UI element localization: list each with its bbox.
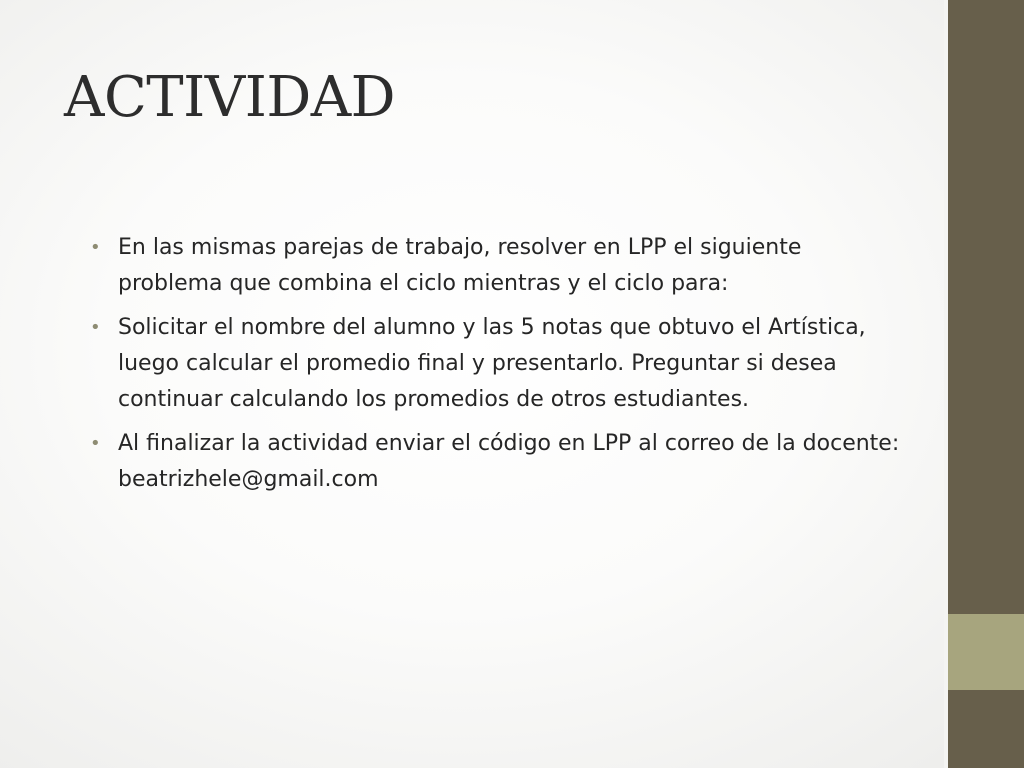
bullet-item bbox=[90, 426, 910, 498]
bullet-text: En las mismas parejas de trabajo, resolver en LPP el siguiente problema que combina el ciclo mientras y el ciclo para: bbox=[118, 235, 802, 296]
bullet-text: Al finalizar la actividad enviar el código en LPP al correo de la docente: beatrizhele@gmail.com bbox=[118, 431, 900, 492]
bullet-list bbox=[90, 230, 910, 506]
bullet-item bbox=[90, 310, 910, 418]
bullet-text: Solicitar el nombre del alumno y las 5 notas que obtuvo el Artística, luego calcular el promedio final y presentarlo. Preguntar si desea continuar calculando los promedios de otros estudiantes. bbox=[118, 315, 866, 412]
decorative-sidebar bbox=[948, 0, 1024, 768]
bullet-marker-icon: • bbox=[90, 433, 101, 454]
bullet-marker-icon: • bbox=[90, 317, 101, 338]
sidebar-accent-block bbox=[948, 614, 1024, 690]
bullet-marker-icon: • bbox=[90, 237, 101, 258]
slide-title: ACTIVIDAD bbox=[64, 65, 396, 130]
bullet-item bbox=[90, 230, 910, 302]
